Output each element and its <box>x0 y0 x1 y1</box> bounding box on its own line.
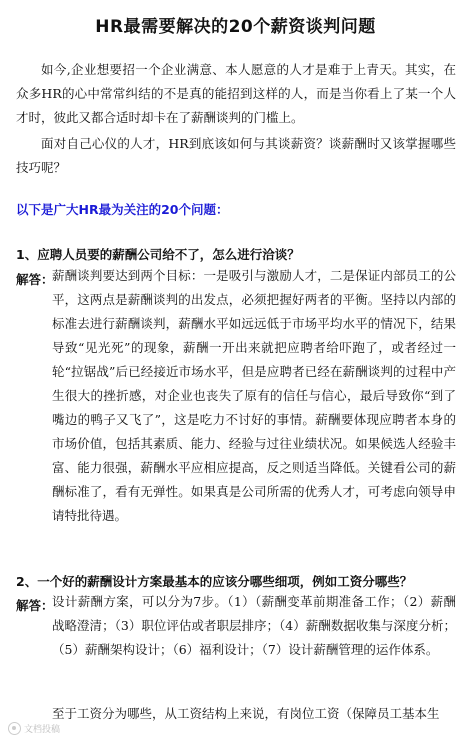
intro-paragraph-2: 面对自己心仪的人才，HR到底该如何与其谈薪资？谈薪酬时又该掌握哪些技巧呢？ <box>16 136 456 175</box>
answer-2-continuation: 至于工资分为哪些，从工资结构上来说，有岗位工资（保障员工基本生 <box>52 706 440 721</box>
question-2-heading: 2、一个好的薪酬设计方案最基本的应该分哪些细项，例如工资分哪些？ <box>16 574 413 589</box>
intro-paragraph-1: 如今,企业想要招一个企业满意、本人愿意的人才是难于上青天。其实，在众多HR的心中常常纠结的不是真的能招到这样的人，而是当你看上了某一个人才时，彼此又都合适时却卡在了薪酬谈判的门槛上。 <box>16 62 456 125</box>
answer-2-label: 解答： <box>16 598 54 613</box>
page-title: HR最需要解决的20个薪资谈判问题 <box>95 17 376 37</box>
answer-2-text: 设计薪酬方案，可以分为7步。（1）（薪酬变革前期准备工作；（2）薪酬战略澄清；（3）职位评估或者职层排序；（4）薪酬数据收集与深度分析；（5）薪酬架构设计；（6）福利设计；（7）设计薪酬管理的运作体系。 <box>52 594 456 657</box>
question-1-heading: 1、应聘人员要的薪酬公司给不了，怎么进行洽谈？ <box>16 247 300 262</box>
highlight-heading: 以下是广大HR最为关注的20个问题： <box>16 202 229 217</box>
watermark-logo-icon <box>8 722 21 735</box>
answer-1-label: 解答： <box>16 272 54 287</box>
watermark <box>8 722 60 735</box>
watermark-text: 文档投稿 <box>24 725 61 735</box>
answer-1-text: 薪酬谈判要达到两个目标：一是吸引与激励人才，二是保证内部员工的公平，这两点是薪酬谈判的出发点，必须把握好两者的平衡。坚持以内部的标准去进行薪酬谈判，薪酬水平如远远低于市场平均水平的情况下，结果导致“见光死”的现象，薪酬一开出来就把应聘者给吓跑了，或者经过一轮“拉锯战”后已经接近市场水平，但是应聘者已经在薪酬谈判的过程中产生很大的挫折感，对企业也丧失了原有的信任与信心，最后导致你“到了嘴边的鸭子又飞了”，这是吃力不讨好的事情。薪酬要体现应聘者本身的市场价值，包括其素质、能力、经验与过往业绩状况。如果候选人经验丰富、能力很强，薪酬水平应相应提高，反之则适当降低。关键看公司的薪酬标准了，看有无弹性。如果真是公司所需的优秀人才，可考虑向领导申请特批待遇。 <box>52 268 456 523</box>
